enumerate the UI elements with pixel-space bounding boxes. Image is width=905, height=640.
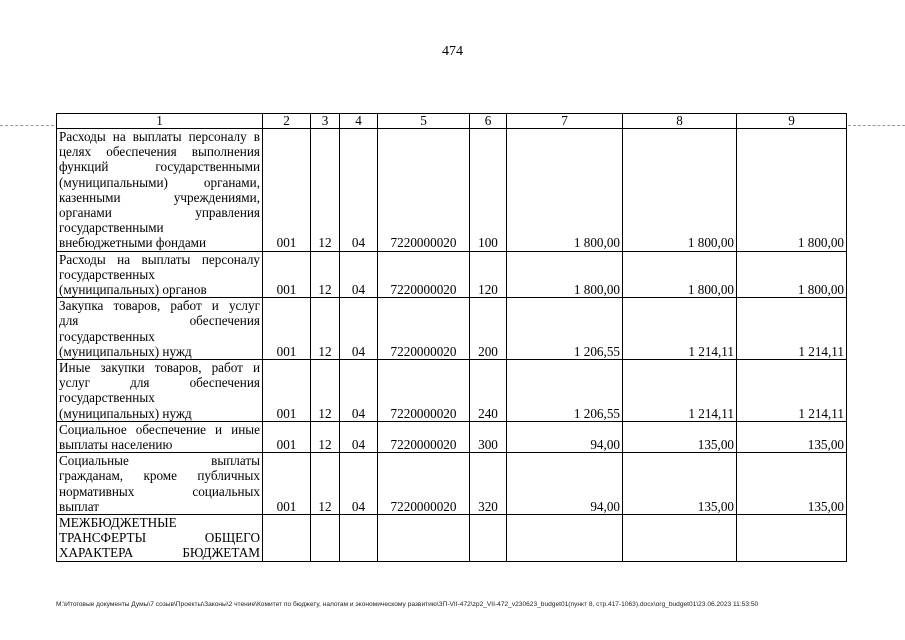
column-header-7: 7: [507, 114, 623, 129]
cell-col-9: [737, 515, 847, 562]
cell-col-8: 1 800,00: [623, 251, 737, 298]
table-row: [57, 298, 847, 360]
cell-col-7: 1 206,55: [507, 360, 623, 422]
expense-name-line: Иные закупки товаров, работ и: [59, 360, 260, 376]
cell-col-2: 001: [263, 251, 311, 298]
expense-name-line: внебюджетными фондами: [59, 235, 207, 251]
cell-col-9: 1 214,11: [737, 360, 847, 422]
column-header-9: 9: [737, 114, 847, 129]
table-row: [57, 515, 847, 562]
expense-name-line: услуг для обеспечения: [59, 375, 260, 391]
expense-name-cell: [57, 421, 263, 452]
cell-col-3: 12: [311, 453, 340, 515]
cell-col-6: 320: [470, 453, 507, 515]
cell-col-7: 1 206,55: [507, 298, 623, 360]
cell-col-8: 135,00: [623, 421, 737, 452]
cell-col-7: 1 800,00: [507, 251, 623, 298]
cell-col-5: 7220000020: [378, 129, 470, 252]
column-header-5: 5: [378, 114, 470, 129]
right-margin-dash: [848, 125, 905, 126]
cell-col-4: 04: [340, 251, 378, 298]
expense-name-line: (муниципальными) органами,: [59, 174, 260, 190]
expense-name-line: Социальное обеспечение и иные: [59, 421, 260, 437]
expense-name-line: Закупка товаров, работ и услуг: [59, 298, 260, 314]
cell-col-4: 04: [340, 453, 378, 515]
cell-col-7: [507, 515, 623, 562]
cell-col-3: 12: [311, 421, 340, 452]
expense-name-line: казенными учреждениями,: [59, 189, 260, 205]
cell-col-4: 04: [340, 421, 378, 452]
table-row: [57, 129, 847, 252]
cell-col-4: 04: [340, 298, 378, 360]
table-body: [57, 129, 847, 562]
cell-col-3: [311, 515, 340, 562]
expense-name-line: государственных: [59, 266, 155, 282]
cell-col-7: 94,00: [507, 421, 623, 452]
cell-col-6: 100: [470, 129, 507, 252]
header-row: [57, 114, 847, 129]
expense-name-line: (муниципальных) нужд: [59, 343, 192, 359]
cell-col-2: 001: [263, 129, 311, 252]
expense-name-line: государственными: [59, 220, 164, 236]
budget-table: [56, 113, 847, 562]
cell-col-8: [623, 515, 737, 562]
expense-name-line: нормативных социальных: [59, 483, 260, 499]
expense-name-cell: [57, 129, 263, 252]
expense-name-cell: [57, 360, 263, 422]
cell-col-6: 120: [470, 251, 507, 298]
expense-name-cell: [57, 515, 263, 562]
expense-name-line: государственных: [59, 328, 155, 344]
cell-col-6: [470, 515, 507, 562]
expense-name-line: гражданам, кроме публичных: [59, 468, 260, 484]
column-header-2: 2: [263, 114, 311, 129]
expense-name-line: Социальные выплаты: [59, 453, 260, 469]
cell-col-4: 04: [340, 129, 378, 252]
column-header-3: 3: [311, 114, 340, 129]
cell-col-6: 200: [470, 298, 507, 360]
expense-name-line: целях обеспечения выполнения: [59, 144, 260, 160]
cell-col-8: 1 214,11: [623, 298, 737, 360]
cell-col-4: [340, 515, 378, 562]
expense-name-line: функций государственными: [59, 159, 260, 175]
cell-col-8: 1 214,11: [623, 360, 737, 422]
table-row: [57, 421, 847, 452]
cell-col-3: 12: [311, 298, 340, 360]
column-header-1: 1: [57, 114, 263, 129]
left-margin-dash: [0, 125, 54, 126]
expense-name-cell: [57, 298, 263, 360]
expense-name-line: ТРАНСФЕРТЫ ОБЩЕГО: [59, 530, 260, 546]
cell-col-5: [378, 515, 470, 562]
column-header-8: 8: [623, 114, 737, 129]
expense-name-line: выплат: [59, 498, 100, 514]
expense-name-line: МЕЖБЮДЖЕТНЫЕ: [59, 515, 177, 531]
expense-name-line: государственных: [59, 390, 155, 406]
expense-name-line: Расходы на выплаты персоналу в: [59, 129, 260, 144]
expense-name-line: для обеспечения: [59, 313, 260, 329]
table-row: [57, 453, 847, 515]
expense-name-cell: [57, 453, 263, 515]
cell-col-8: 135,00: [623, 453, 737, 515]
cell-col-3: 12: [311, 360, 340, 422]
cell-col-2: 001: [263, 298, 311, 360]
cell-col-2: [263, 515, 311, 562]
expense-name-line: (муниципальных) органов: [59, 282, 207, 298]
cell-col-4: 04: [340, 360, 378, 422]
cell-col-9: 1 800,00: [737, 129, 847, 252]
cell-col-5: 7220000020: [378, 421, 470, 452]
table-row: [57, 360, 847, 422]
cell-col-5: 7220000020: [378, 251, 470, 298]
cell-col-3: 12: [311, 129, 340, 252]
expense-name-line: органами управления: [59, 205, 260, 221]
cell-col-7: 94,00: [507, 453, 623, 515]
cell-col-8: 1 800,00: [623, 129, 737, 252]
expense-name-line: Расходы на выплаты персоналу: [59, 251, 260, 267]
cell-col-2: 001: [263, 421, 311, 452]
table-row: [57, 251, 847, 298]
cell-col-5: 7220000020: [378, 453, 470, 515]
cell-col-9: 135,00: [737, 421, 847, 452]
expense-name-line: (муниципальных) нужд: [59, 405, 192, 421]
cell-col-5: 7220000020: [378, 360, 470, 422]
column-header-6: 6: [470, 114, 507, 129]
expense-name-cell: [57, 251, 263, 298]
cell-col-9: 135,00: [737, 453, 847, 515]
cell-col-2: 001: [263, 360, 311, 422]
cell-col-2: 001: [263, 453, 311, 515]
page-number: 474: [442, 44, 463, 59]
cell-col-3: 12: [311, 251, 340, 298]
column-header-4: 4: [340, 114, 378, 129]
document-file-path-footer: M:\Итоговые документы Думы\7 созыв\Проекты\Законы\2 чтение\Комитет по бюджету, налогам и экономическому развитию\ЗП-VII-472\zp2_VII-472_v230623_budget01(пункт 8, стр.417-1063).docx\org_budget01\23.06.2023 11:53:50: [56, 601, 759, 608]
expense-name-line: выплаты населению: [59, 437, 173, 453]
cell-col-5: 7220000020: [378, 298, 470, 360]
cell-col-9: 1 800,00: [737, 251, 847, 298]
cell-col-6: 300: [470, 421, 507, 452]
expense-name-line: ХАРАКТЕРА БЮДЖЕТАМ: [59, 545, 260, 561]
cell-col-9: 1 214,11: [737, 298, 847, 360]
cell-col-6: 240: [470, 360, 507, 422]
cell-col-7: 1 800,00: [507, 129, 623, 252]
